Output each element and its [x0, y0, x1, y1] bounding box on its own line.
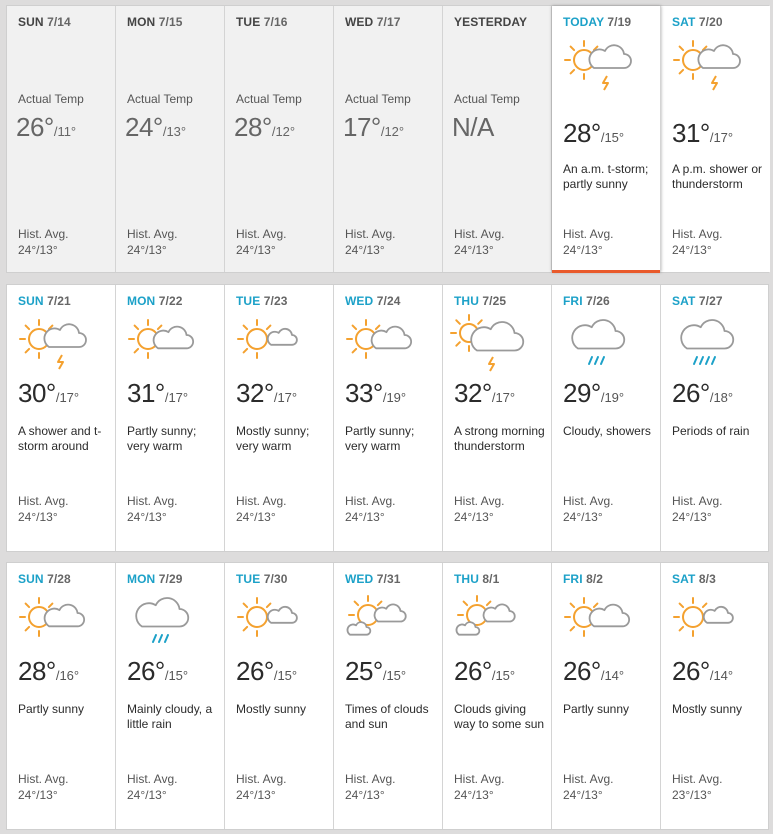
- cloud-showers-icon-graphic: [124, 591, 190, 653]
- day-name: WED: [345, 294, 374, 308]
- day-date: 7/24: [376, 294, 401, 308]
- cloud-showers-icon-graphic: [560, 313, 626, 375]
- partly-sunny-icon: [560, 591, 626, 653]
- hist-avg-value: 24°/13°: [127, 788, 167, 802]
- week-row-1: [6, 5, 769, 273]
- hist-avg-value: 24°/13°: [236, 510, 276, 524]
- hist-avg-label: Hist. Avg.: [672, 227, 723, 241]
- hist-avg-label: Hist. Avg.: [454, 494, 505, 508]
- high-temp: 26°: [454, 656, 492, 686]
- high-temp: 29°: [563, 378, 601, 408]
- partly-sunny-icon: [15, 591, 81, 653]
- day-date: 8/2: [586, 572, 604, 586]
- day-name: SAT: [672, 572, 696, 586]
- day-date: 7/21: [47, 294, 71, 308]
- mostly-sunny-icon: [233, 313, 299, 375]
- day-card-past[interactable]: [7, 6, 116, 272]
- low-temp: /12°: [380, 124, 405, 139]
- day-date: 7/17: [376, 15, 401, 29]
- day-card[interactable]: [443, 563, 552, 829]
- forecast-description: A p.m. shower or thunderstorm: [672, 162, 763, 191]
- day-name: MON: [127, 294, 156, 308]
- forecast-description: Clouds giving way to some sun: [454, 702, 545, 731]
- mostly-sunny-icon-graphic: [233, 591, 299, 653]
- high-temp: 26°: [672, 378, 710, 408]
- hist-avg-value: 24°/13°: [236, 788, 276, 802]
- day-name: THU: [454, 294, 479, 308]
- cloud-rain-icon-graphic: [669, 313, 735, 375]
- hist-avg-value: 24°/13°: [345, 510, 385, 524]
- day-card[interactable]: [661, 563, 770, 829]
- clouds-and-sun-icon-graphic: [342, 591, 408, 653]
- day-name: TUE: [236, 294, 261, 308]
- day-card[interactable]: [7, 285, 116, 551]
- high-temp: 25°: [345, 656, 383, 686]
- week-row-3: [6, 562, 769, 830]
- hist-avg-label: Hist. Avg.: [236, 494, 287, 508]
- day-date: 7/19: [607, 15, 632, 29]
- high-temp: 30°: [18, 378, 56, 408]
- hist-avg-value: 24°/13°: [127, 510, 167, 524]
- day-card[interactable]: [552, 285, 661, 551]
- day-date: 7/28: [47, 572, 71, 586]
- low-temp: /16°: [55, 668, 80, 683]
- day-name: SAT: [672, 294, 696, 308]
- high-temp: 26°: [672, 656, 710, 686]
- forecast-description: Mostly sunny: [236, 702, 307, 716]
- day-date: 7/25: [482, 294, 507, 308]
- hist-avg-value: 24°/13°: [672, 510, 712, 524]
- day-date: 8/3: [698, 572, 716, 586]
- actual-temp-label: Actual Temp: [18, 92, 84, 106]
- forecast-description: A shower and t-storm around: [18, 424, 102, 453]
- low-temp: /19°: [382, 390, 407, 405]
- high-temp: 31°: [127, 378, 165, 408]
- clouds-and-sun-icon-graphic: [451, 591, 517, 653]
- low-temp: /13°: [162, 124, 187, 139]
- forecast-description: Mostly sunny; very warm: [236, 424, 310, 453]
- low-temp: /17°: [55, 390, 80, 405]
- forecast-description: A strong morning thunderstorm: [454, 424, 545, 453]
- hist-avg-value: 24°/13°: [18, 243, 58, 257]
- hist-avg-value: 24°/13°: [454, 243, 494, 257]
- actual-temp-label: Actual Temp: [236, 92, 302, 106]
- day-card-past[interactable]: [334, 6, 443, 272]
- low-temp: /17°: [273, 390, 298, 405]
- day-date: 7/20: [698, 15, 723, 29]
- actual-temp-label: Actual Temp: [127, 92, 193, 106]
- day-date: 8/1: [482, 572, 500, 586]
- day-card[interactable]: [334, 563, 443, 829]
- clouds-and-sun-icon: [451, 591, 517, 653]
- hist-avg-value: 24°/13°: [345, 788, 385, 802]
- low-temp: /19°: [600, 390, 625, 405]
- hist-avg-label: Hist. Avg.: [236, 772, 287, 786]
- day-date: 7/30: [263, 572, 288, 586]
- day-name: TODAY: [563, 15, 604, 29]
- actual-temp-label: Actual Temp: [345, 92, 411, 106]
- hist-avg-label: Hist. Avg.: [454, 227, 505, 241]
- high-temp: 26°: [127, 656, 165, 686]
- hist-avg-value: 24°/13°: [563, 788, 603, 802]
- sun-cloud-storm-icon: [560, 34, 626, 96]
- sun-cloud-storm-icon: [669, 34, 735, 96]
- low-temp: /18°: [709, 390, 734, 405]
- hist-avg-label: Hist. Avg.: [18, 772, 69, 786]
- day-date: 7/29: [158, 572, 183, 586]
- hist-avg-label: Hist. Avg.: [563, 227, 614, 241]
- day-card[interactable]: [661, 6, 770, 272]
- low-temp: /11°: [53, 124, 77, 139]
- high-temp: 26°: [563, 656, 601, 686]
- low-temp: /14°: [709, 668, 734, 683]
- forecast-description: Partly sunny; very warm: [345, 424, 415, 453]
- hist-avg-value: 24°/13°: [345, 243, 385, 257]
- low-temp: /15°: [491, 668, 516, 683]
- morning-storm-icon-graphic: [451, 313, 517, 375]
- day-card[interactable]: [116, 563, 225, 829]
- low-temp: /15°: [382, 668, 407, 683]
- sun-cloud-storm-icon-graphic: [15, 313, 81, 375]
- day-card[interactable]: [225, 563, 334, 829]
- clouds-and-sun-icon: [342, 591, 408, 653]
- hist-avg-label: Hist. Avg.: [672, 772, 723, 786]
- hist-avg-label: Hist. Avg.: [563, 494, 614, 508]
- high-temp: 28°: [18, 656, 56, 686]
- hist-avg-label: Hist. Avg.: [127, 494, 178, 508]
- high-temp: 33°: [345, 378, 383, 408]
- hist-avg-value: 24°/13°: [563, 510, 603, 524]
- day-name: MON: [127, 15, 156, 29]
- day-name: FRI: [563, 294, 583, 308]
- hist-avg-label: Hist. Avg.: [563, 772, 614, 786]
- partly-sunny-icon-graphic: [124, 313, 190, 375]
- forecast-description: Times of clouds and sun: [345, 702, 429, 731]
- forecast-description: Mostly sunny: [672, 702, 743, 716]
- hist-avg-value: 24°/13°: [127, 243, 167, 257]
- hist-avg-label: Hist. Avg.: [18, 227, 69, 241]
- day-card[interactable]: [552, 563, 661, 829]
- day-card-yesterday[interactable]: [443, 6, 552, 272]
- low-temp: /15°: [273, 668, 298, 683]
- high-temp: 32°: [236, 378, 274, 408]
- forecast-description: Partly sunny: [563, 702, 630, 716]
- day-name: FRI: [563, 572, 583, 586]
- mostly-sunny-icon-graphic: [233, 313, 299, 375]
- hist-avg-value: 24°/13°: [454, 510, 494, 524]
- sun-cloud-storm-icon-graphic: [669, 34, 735, 96]
- day-card-past[interactable]: [116, 6, 225, 272]
- day-card[interactable]: [225, 285, 334, 551]
- hist-avg-label: Hist. Avg.: [345, 494, 396, 508]
- day-name: SUN: [18, 15, 44, 29]
- hist-avg-value: 24°/13°: [672, 243, 712, 257]
- low-temp: /15°: [164, 668, 189, 683]
- hist-avg-label: Hist. Avg.: [345, 772, 396, 786]
- day-date: 7/26: [586, 294, 610, 308]
- day-date: 7/15: [158, 15, 183, 29]
- partly-sunny-icon: [342, 313, 408, 375]
- hist-avg-value: 24°/13°: [18, 510, 58, 524]
- hist-avg-label: Hist. Avg.: [127, 227, 178, 241]
- day-card-past[interactable]: [225, 6, 334, 272]
- day-card[interactable]: [334, 285, 443, 551]
- hist-avg-value: 24°/13°: [236, 243, 276, 257]
- day-name: MON: [127, 572, 156, 586]
- day-name: SUN: [18, 294, 44, 308]
- day-card-today[interactable]: [552, 6, 661, 272]
- high-temp: 24°: [125, 112, 163, 142]
- hist-avg-value: 24°/13°: [563, 243, 603, 257]
- day-date: 7/23: [263, 294, 288, 308]
- mostly-sunny-icon-graphic: [669, 591, 735, 653]
- forecast-description: Periods of rain: [672, 424, 750, 438]
- day-card[interactable]: [116, 285, 225, 551]
- hist-avg-label: Hist. Avg.: [18, 494, 69, 508]
- hist-avg-label: Hist. Avg.: [454, 772, 505, 786]
- day-name: SUN: [18, 572, 44, 586]
- partly-sunny-icon-graphic: [560, 591, 626, 653]
- day-date: 7/16: [263, 15, 288, 29]
- sun-cloud-storm-icon: [15, 313, 81, 375]
- week-row-2: [6, 284, 769, 552]
- high-temp: 28°: [234, 112, 272, 142]
- morning-storm-icon: [451, 313, 517, 375]
- low-temp: /15°: [600, 130, 625, 145]
- day-name: WED: [345, 572, 374, 586]
- mostly-sunny-icon: [233, 591, 299, 653]
- high-temp: 17°: [343, 112, 381, 142]
- mostly-sunny-icon: [669, 591, 735, 653]
- day-card[interactable]: [443, 285, 552, 551]
- hist-avg-value: 23°/13°: [672, 788, 712, 802]
- high-temp: 26°: [16, 112, 54, 142]
- hist-avg-label: Hist. Avg.: [127, 772, 178, 786]
- day-name: YESTERDAY: [454, 15, 528, 29]
- forecast-description: Cloudy, showers: [563, 424, 651, 438]
- forecast-description: An a.m. t-storm; partly sunny: [563, 162, 649, 191]
- sun-cloud-storm-icon-graphic: [560, 34, 626, 96]
- day-card[interactable]: [661, 285, 770, 551]
- day-name: WED: [345, 15, 374, 29]
- low-temp: /14°: [600, 668, 625, 683]
- day-name: SAT: [672, 15, 696, 29]
- hist-avg-value: 24°/13°: [18, 788, 58, 802]
- high-temp: 32°: [454, 378, 492, 408]
- low-temp: /12°: [271, 124, 296, 139]
- low-temp: /17°: [491, 390, 516, 405]
- partly-sunny-icon-graphic: [15, 591, 81, 653]
- high-temp: 31°: [672, 118, 710, 148]
- hist-avg-value: 24°/13°: [454, 788, 494, 802]
- day-name: TUE: [236, 15, 261, 29]
- partly-sunny-icon: [124, 313, 190, 375]
- forecast-description: Mainly cloudy, a little rain: [127, 702, 213, 731]
- high-temp: 26°: [236, 656, 274, 686]
- low-temp: /17°: [164, 390, 189, 405]
- day-date: 7/27: [698, 294, 723, 308]
- cloud-showers-icon: [560, 313, 626, 375]
- hist-avg-label: Hist. Avg.: [236, 227, 287, 241]
- day-name: THU: [454, 572, 479, 586]
- forecast-description: Partly sunny; very warm: [127, 424, 197, 453]
- forecast-description: Partly sunny: [18, 702, 85, 716]
- day-date: 7/22: [158, 294, 183, 308]
- day-name: TUE: [236, 572, 261, 586]
- actual-temp-label: Actual Temp: [454, 92, 520, 106]
- today-indicator: [552, 270, 660, 273]
- hist-avg-label: Hist. Avg.: [672, 494, 723, 508]
- high-temp: N/A: [452, 112, 494, 142]
- high-temp: 28°: [563, 118, 601, 148]
- day-date: 7/14: [47, 15, 71, 29]
- cloud-showers-icon: [124, 591, 190, 653]
- day-card[interactable]: [7, 563, 116, 829]
- day-date: 7/31: [376, 572, 401, 586]
- low-temp: /17°: [709, 130, 734, 145]
- cloud-rain-icon: [669, 313, 735, 375]
- hist-avg-label: Hist. Avg.: [345, 227, 396, 241]
- partly-sunny-icon-graphic: [342, 313, 408, 375]
